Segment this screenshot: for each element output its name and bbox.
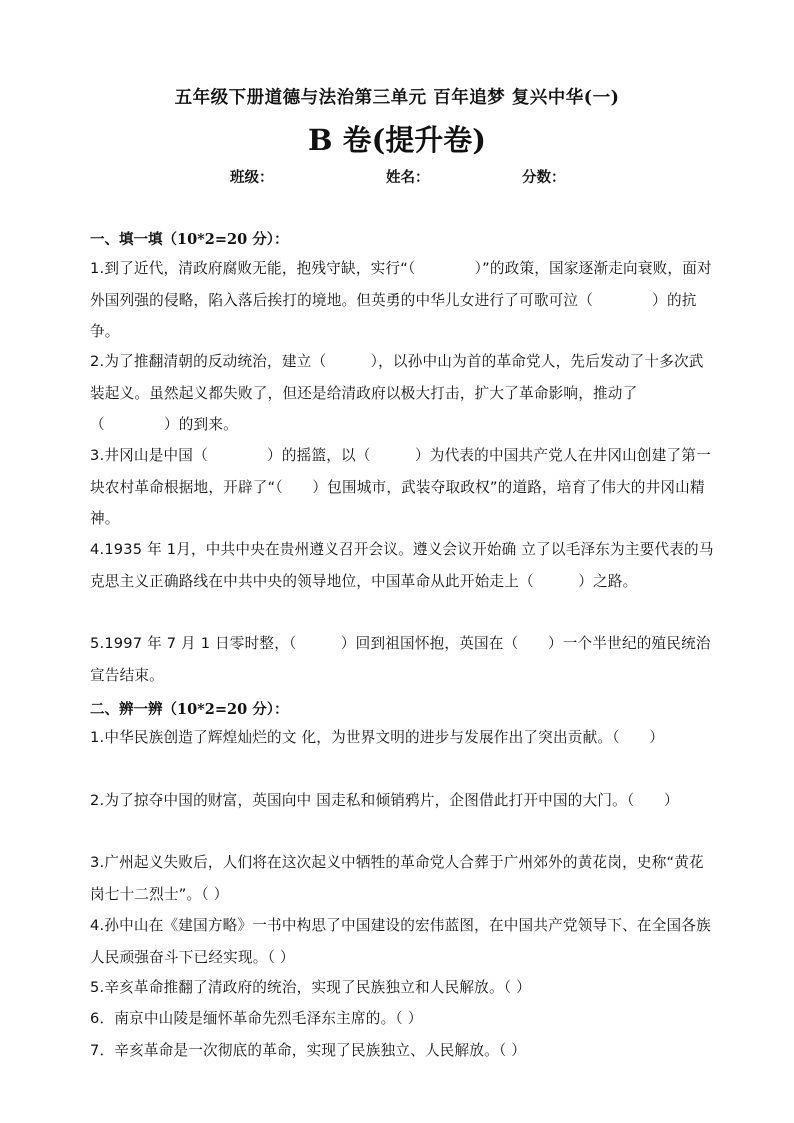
name-label: 姓名： bbox=[386, 169, 430, 186]
fill-in-question-5: 5.1997 年 7 月 1 日零时整，（ ）回到祖国怀抱，英国在（ ）一个半世纪的殖民统治宣告结束。 bbox=[90, 635, 711, 684]
student-info-row bbox=[0, 166, 794, 186]
true-false-question-1: 1.中华民族创造了辉煌灿烂的文 化，为世界文明的进步与发展作出了突出贡献。（ ） bbox=[90, 729, 665, 746]
true-false-question-3: 3.广州起义失败后，人们将在这次起义中牺牲的革命党人合葬于广州郊外的黄花岗，史称“黄花岗七十二烈士”。（ ） bbox=[90, 854, 704, 903]
true-false-question-5: 5.辛亥革命推翻了清政府的统治，实现了民族独立和人民解放。（ ） bbox=[90, 979, 531, 996]
true-false-question-6: 6．南京中山陵是缅怀革命先烈毛泽东主席的。（ ） bbox=[90, 1010, 423, 1027]
fill-in-question-1: 1.到了近代，清政府腐败无能，抱残守缺，实行“（ ）”的政策，国家逐渐走向衰败，面对外国列强的侵略，陷入落后挨打的境地。但英勇的中华儿女进行了可歌可泣（ ）的抗争。 bbox=[90, 260, 712, 340]
fill-in-question-2: 2.为了推翻清朝的反动统治，建立（ ），以孙中山为首的革命党人，先后发动了十多次武装起义。虽然起义都失败了，但还是给清政府以极大打击，扩大了革命影响，推动了（ ）的到来。 bbox=[90, 353, 704, 433]
true-false-question-2: 2.为了掠夺中国的财富，英国向中 国走私和倾销鸦片，企图借此打开中国的大门。（ ） bbox=[90, 792, 679, 809]
fill-in-question-3: 3.井冈山是中国（ ）的摇篮，以（ ）为代表的中国共产党人在井冈山创建了第一块农村革命根据地，开辟了“（ ）包围城市，武装夺取政权”的道路，培育了伟大的井冈山精神。 bbox=[90, 447, 711, 527]
section-true-false-heading: 二、辨一辨（10*2=20 分）： bbox=[90, 701, 289, 718]
score-label: 分数： bbox=[522, 169, 566, 186]
document-subtitle: B 卷(提升卷) bbox=[307, 123, 487, 157]
class-label: 班级： bbox=[230, 169, 274, 186]
document-title: 五年级下册道德与法治第三单元 百年追梦 复兴中华(一) bbox=[174, 88, 620, 108]
true-false-question-4: 4.孙中山在《建国方略》一书中构思了中国建设的宏伟蓝图，在中国共产党领导下、在全国各族人民顽强奋斗下已经实现。（ ） bbox=[90, 917, 711, 966]
section-fill-in-heading: 一、填一填（10*2=20 分）： bbox=[90, 231, 289, 248]
true-false-question-7: 7．辛亥革命是一次彻底的革命，实现了民族独立、人民解放。（ ） bbox=[90, 1042, 527, 1059]
fill-in-question-4: 4.1935 年 1月，中共中央在贵州遵义召开会议。遵义会议开始确 立了以毛泽东为主要代表的马克思主义正确路线在中共中央的领导地位，中国革命从此开始走上（ ）之路。 bbox=[90, 541, 714, 590]
